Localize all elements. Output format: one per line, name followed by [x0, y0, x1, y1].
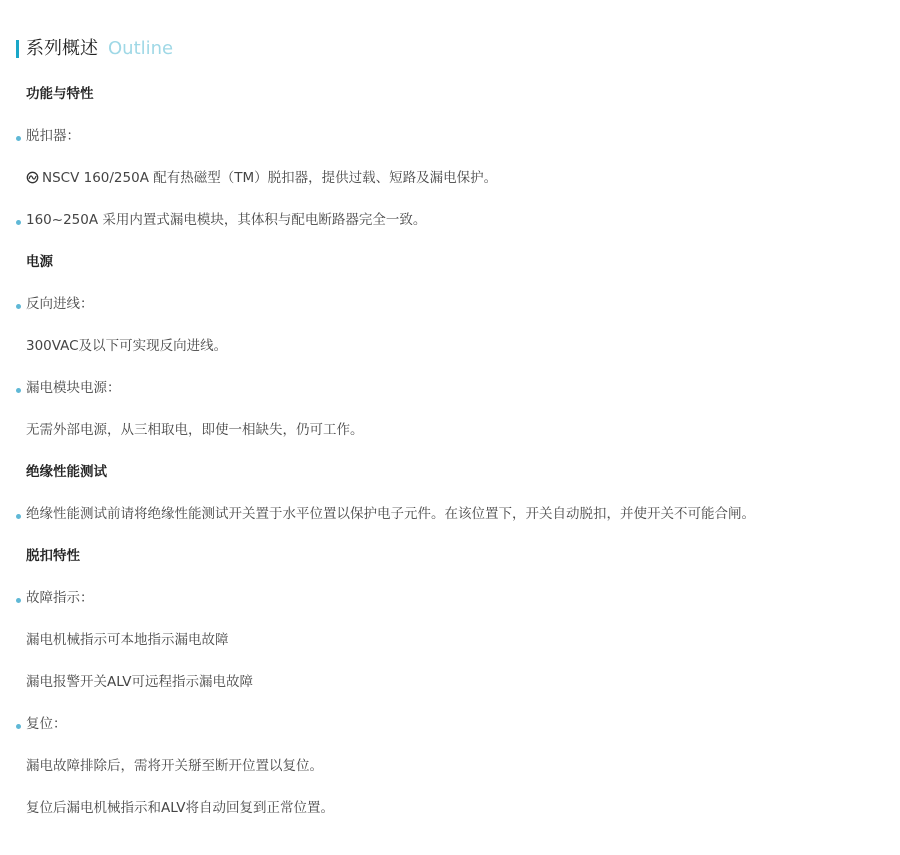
list-item-text: 反向进线：: [26, 296, 94, 312]
section-header: [16, 38, 173, 60]
heading-power: [0, 241, 900, 283]
list-item: [0, 703, 900, 745]
list-item: [0, 577, 900, 619]
heading-text: 脱扣特性: [26, 548, 80, 564]
detail-text: 漏电故障排除后，需将开关掰至断开位置以复位。: [26, 758, 323, 774]
list-item: [0, 493, 900, 535]
heading-text: 绝缘性能测试: [26, 464, 107, 480]
detail-text: 复位后漏电机械指示和ALV将自动回复到正常位置。: [26, 800, 335, 816]
detail-text: 300VAC及以下可实现反向进线。: [26, 338, 228, 354]
section-title: 系列概述: [26, 38, 98, 59]
list-item-detail: [0, 157, 900, 199]
list-item-text: 脱扣器：: [26, 128, 80, 144]
section-subtitle: Outline: [108, 38, 174, 59]
list-item-text: 故障指示：: [26, 590, 94, 606]
list-item-detail: [0, 661, 900, 703]
list-item-text: 复位：: [26, 716, 67, 732]
list-item-detail: [0, 325, 900, 367]
detail-text: NSCV 160/250A 配有热磁型（TM）脱扣器，提供过载、短路及漏电保护。: [42, 170, 498, 186]
list-item-detail: [0, 619, 900, 661]
detail-text: 漏电报警开关ALV可远程指示漏电故障: [26, 674, 254, 690]
heading-trip-characteristics: [0, 535, 900, 577]
header-accent-bar: [16, 40, 19, 58]
heading-insulation-test: [0, 451, 900, 493]
list-item: [0, 199, 900, 241]
heading-text: 功能与特性: [26, 86, 94, 102]
detail-text: 漏电机械指示可本地指示漏电故障: [26, 632, 229, 648]
list-item: [0, 283, 900, 325]
list-item: [0, 367, 900, 409]
list-item-text: 绝缘性能测试前请将绝缘性能测试开关置于水平位置以保护电子元件。在该位置下，开关自动脱扣，并使开关不可能合闸。: [26, 506, 755, 522]
ground-fault-icon: [26, 171, 39, 184]
list-item: [0, 115, 900, 157]
list-item-detail: [0, 409, 900, 451]
heading-text: 电源: [26, 254, 53, 270]
list-item-detail: [0, 745, 900, 787]
heading-features: [0, 73, 900, 115]
detail-text: 无需外部电源，从三相取电，即使一相缺失，仍可工作。: [26, 422, 364, 438]
outline-content: [0, 73, 900, 829]
list-item-detail: [0, 787, 900, 829]
list-item-text: 漏电模块电源：: [26, 380, 121, 396]
list-item-text: 160~250A 采用内置式漏电模块，其体积与配电断路器完全一致。: [26, 212, 427, 228]
